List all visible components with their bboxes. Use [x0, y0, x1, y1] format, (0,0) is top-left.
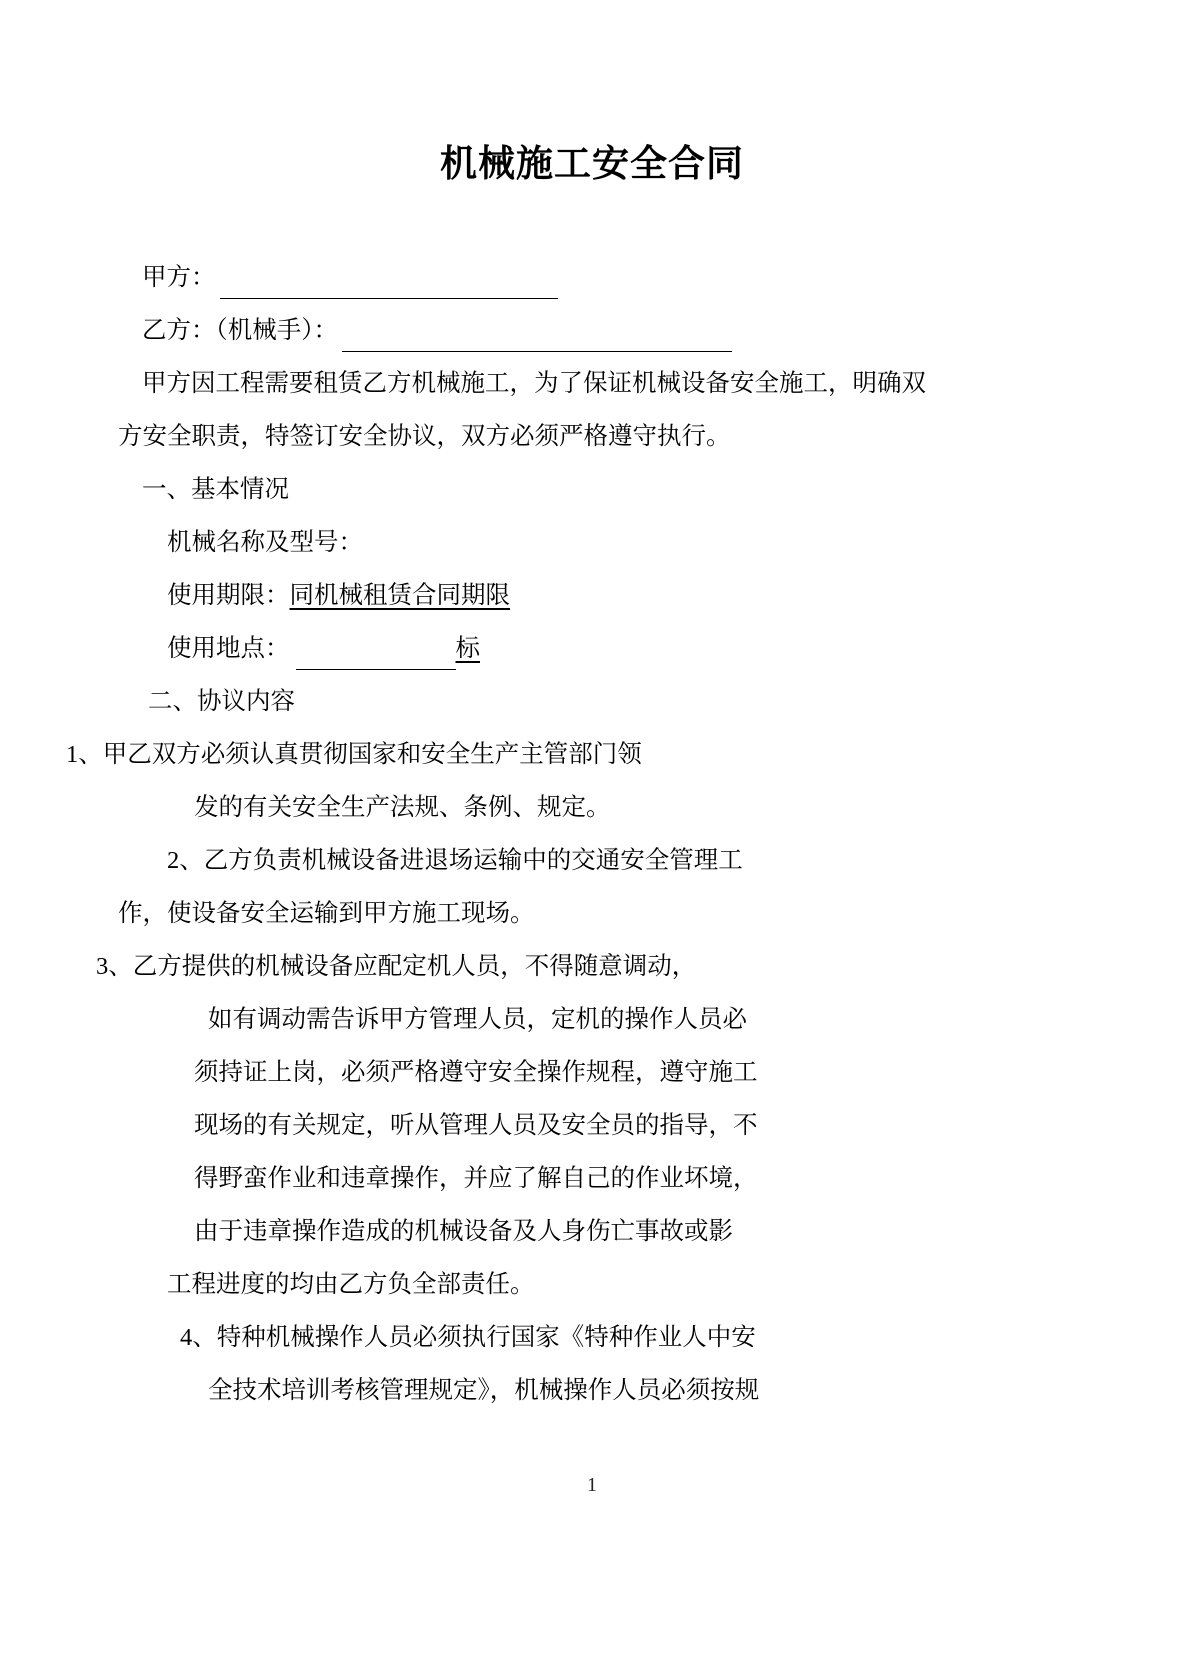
section-two-heading: 二、协议内容 — [148, 688, 295, 716]
section-one-heading: 一、基本情况 — [142, 476, 289, 504]
field-machine-name — [118, 516, 1072, 569]
field-usage-location-blank[interactable] — [296, 669, 456, 670]
intro-line-2: 方安全职责，特签订安全协议，双方必须严格遵守执行。 — [118, 423, 731, 451]
clause-3-line-6: 由于违章操作造成的机械设备及人身伤亡事故或影 — [194, 1218, 733, 1246]
page-title: 机械施工安全合同 — [440, 144, 744, 185]
field-usage-period — [118, 569, 1072, 622]
field-party-b-label: 乙方：（机械手）： — [142, 317, 338, 345]
clause-4-line-2: 全技术培训考核管理规定》，机械操作人员必须按规 — [208, 1377, 760, 1405]
clause-3-line-2: 如有调动需告诉甲方管理人员，定机的操作人员必 — [208, 1006, 747, 1034]
field-party-a-blank[interactable] — [220, 298, 558, 299]
field-machine-name-label: 机械名称及型号： — [167, 529, 363, 557]
intro-line-1: 甲方因工程需要租赁乙方机械施工，为了保证机械设备安全施工，明确双 — [142, 370, 926, 398]
clause-3-line-5: 得野蛮作业和违章操作，并应了解自己的作业坏境， — [194, 1165, 758, 1193]
clause-3-line-7: 工程进度的均由乙方负全部责任。 — [167, 1271, 535, 1299]
clause-2-line-1: 2、乙方负责机械设备进退场运输中的交通安全管理工 — [167, 847, 743, 875]
field-usage-location-label: 使用地点： — [167, 635, 290, 663]
page-number: 1 — [587, 1474, 597, 1496]
field-party-b-blank[interactable] — [342, 351, 732, 352]
clause-1-line-1: 1、甲乙双方必须认真贯彻国家和安全生产主管部门领 — [66, 741, 642, 769]
clause-2-line-2: 作，使设备安全运输到甲方施工现场。 — [118, 900, 535, 928]
clause-1-line-2: 发的有关安全生产法规、条例、规定。 — [194, 794, 611, 822]
field-party-b — [118, 304, 1072, 357]
clause-4-line-1: 4、特种机械操作人员必须执行国家《特种作业人中安 — [180, 1324, 756, 1352]
field-party-a — [118, 251, 1072, 304]
clause-3-line-1: 3、乙方提供的机械设备应配定机人员，不得随意调动， — [96, 953, 697, 981]
field-usage-location-suffix: 标 — [455, 635, 480, 663]
document-body — [0, 251, 1184, 1417]
field-usage-location — [118, 622, 1072, 675]
clause-3-line-3: 须持证上岗，必须严格遵守安全操作规程，遵守施工 — [194, 1059, 758, 1087]
field-party-a-label: 甲方： — [142, 264, 216, 292]
field-usage-period-label: 使用期限： — [167, 582, 290, 610]
field-usage-period-value: 同机械租赁合同期限 — [289, 582, 510, 610]
clause-3-line-4: 现场的有关规定，听从管理人员及安全员的指导，不 — [194, 1112, 758, 1140]
